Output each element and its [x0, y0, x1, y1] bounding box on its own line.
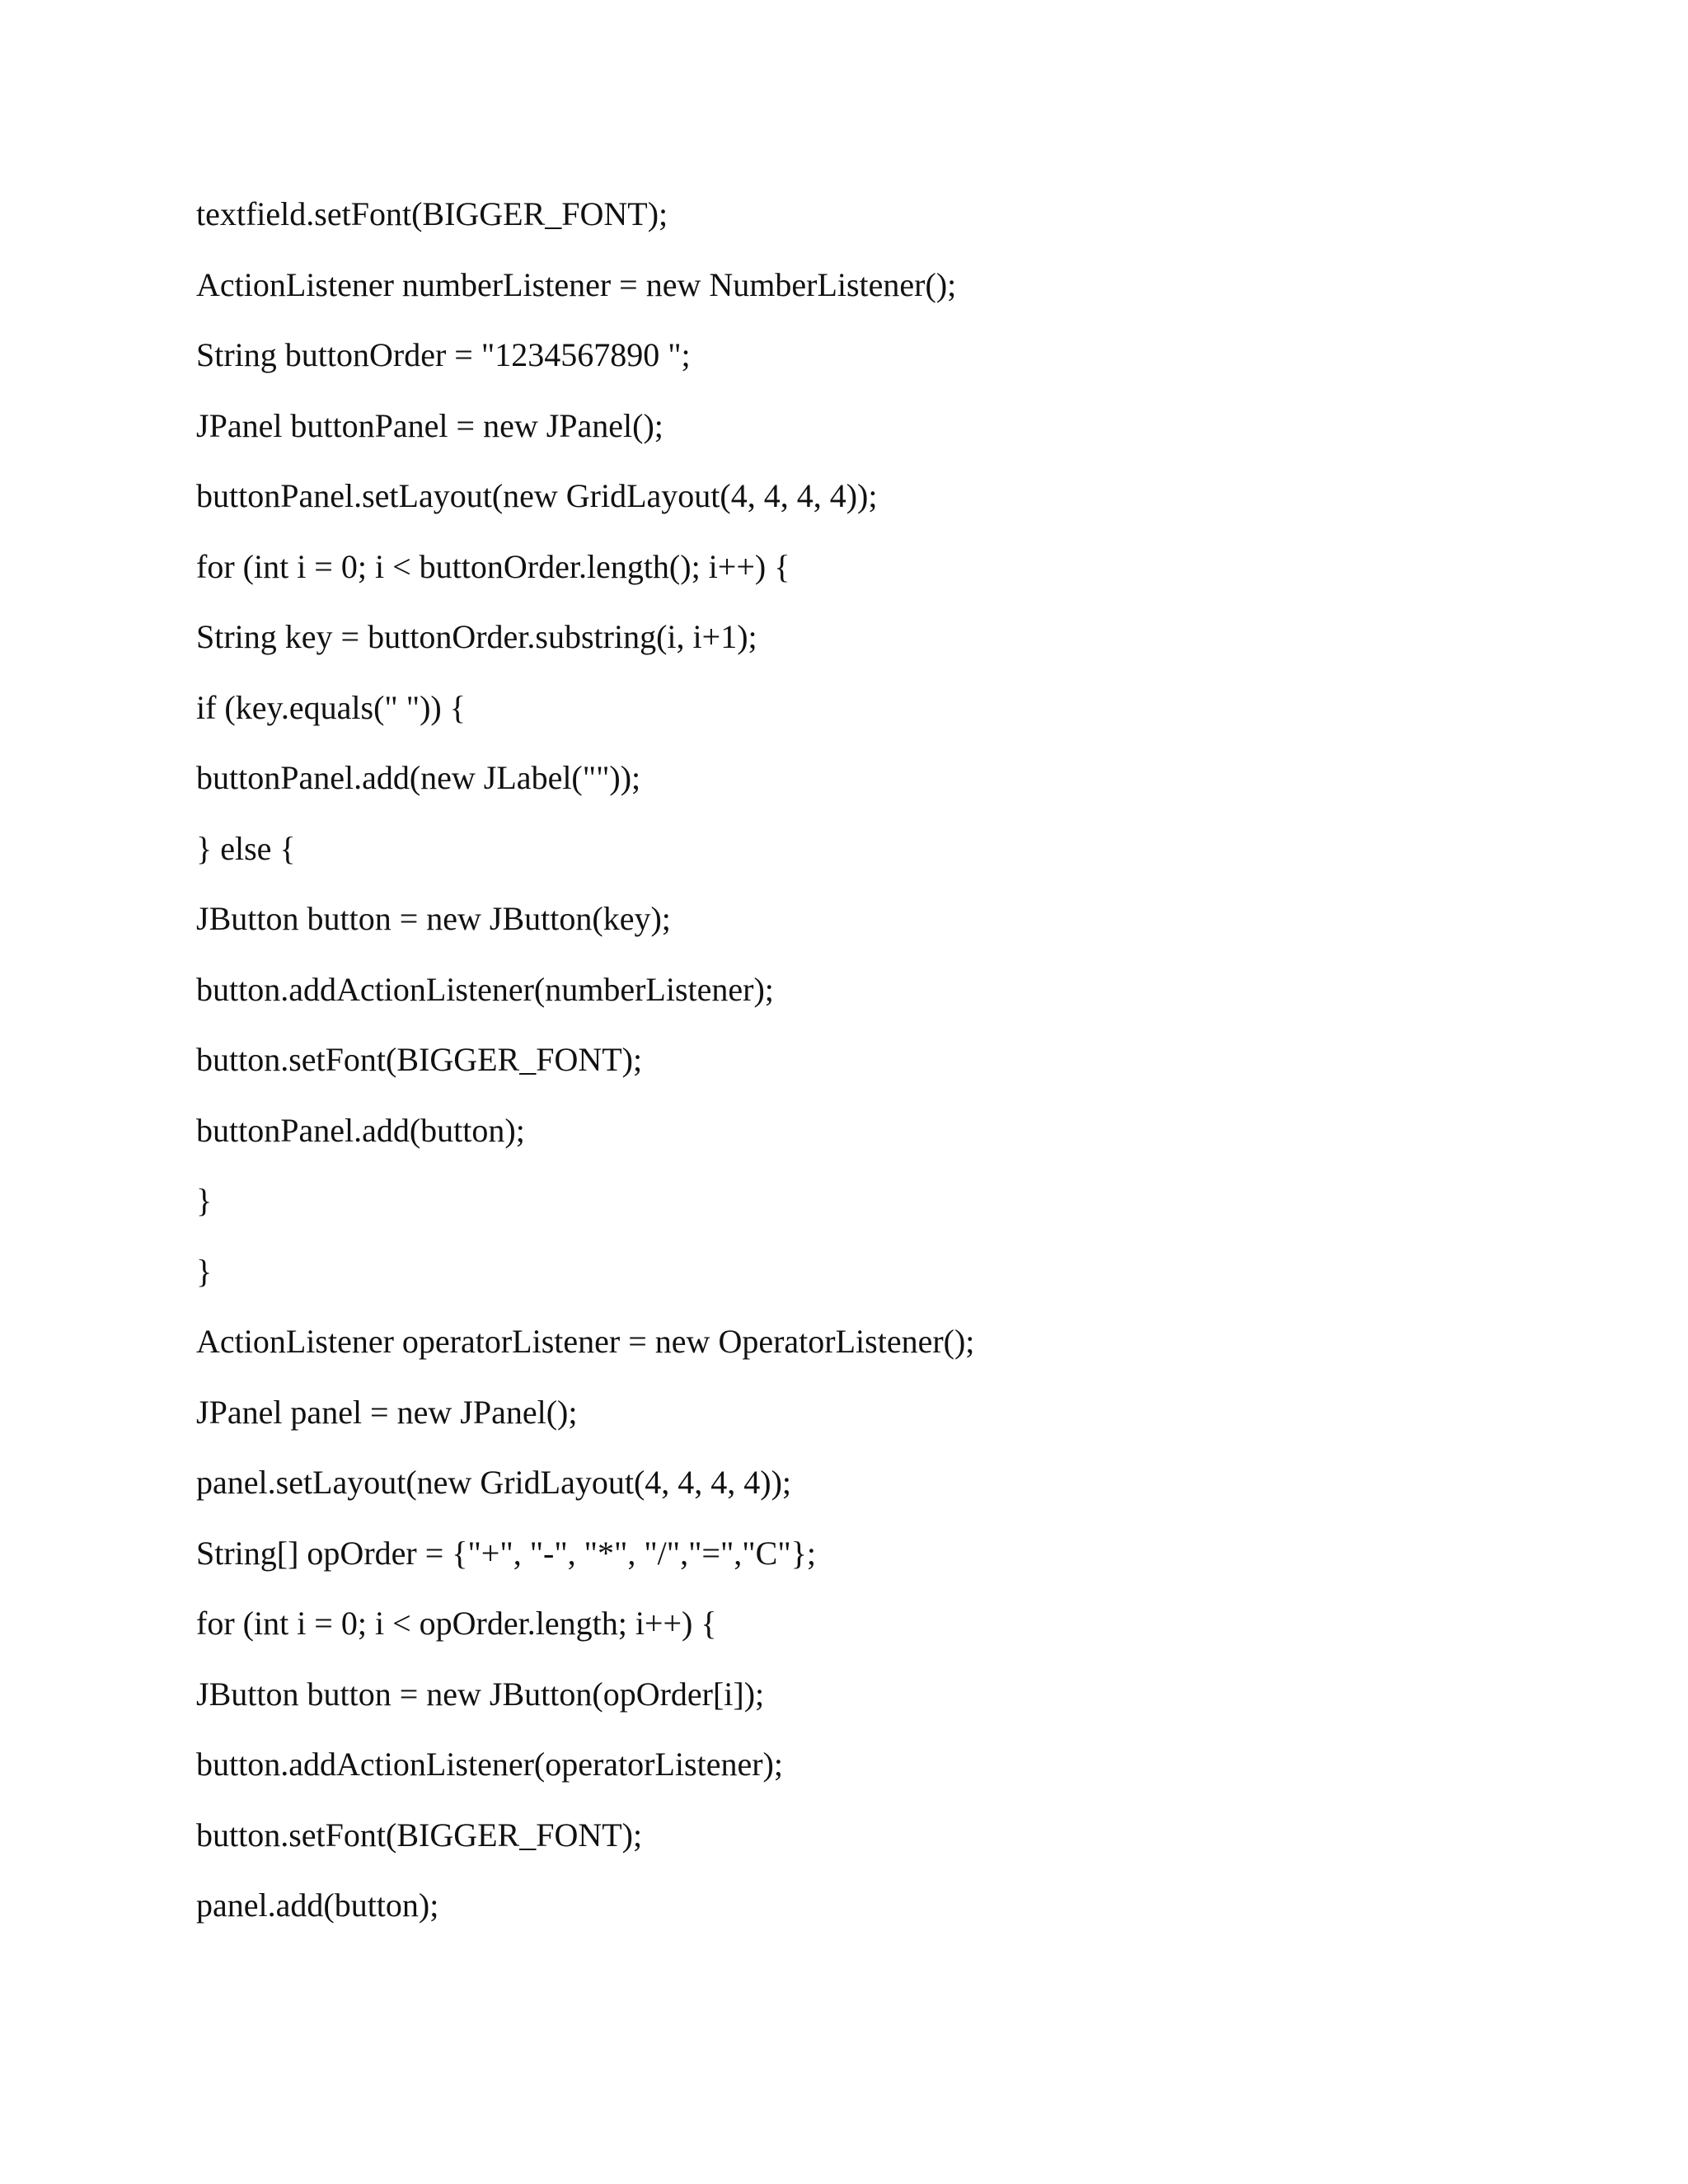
- code-line: if (key.equals(" ")) {: [196, 688, 466, 726]
- code-line: JPanel panel = new JPanel();: [196, 1393, 578, 1431]
- code-line: button.setFont(BIGGER_FONT);: [196, 1041, 643, 1078]
- code-line: for (int i = 0; i < buttonOrder.length(); i++) {: [196, 547, 790, 585]
- code-line: for (int i = 0; i < opOrder.length; i++) {: [196, 1605, 717, 1642]
- code-line: String buttonOrder = "1234567890 ";: [196, 336, 691, 373]
- code-line: panel.add(button);: [196, 1886, 439, 1924]
- code-line: ActionListener numberListener = new NumberListener();: [196, 265, 957, 303]
- code-line: ActionListener operatorListener = new OperatorListener();: [196, 1323, 975, 1360]
- code-line: buttonPanel.setLayout(new GridLayout(4, 4, 4, 4));: [196, 477, 878, 514]
- code-line: button.addActionListener(operatorListener);: [196, 1746, 783, 1783]
- code-line: } else {: [196, 829, 296, 867]
- code-line: textfield.setFont(BIGGER_FONT);: [196, 195, 668, 232]
- code-line: JButton button = new JButton(opOrder[i]);: [196, 1675, 765, 1713]
- code-line: }: [196, 1252, 213, 1290]
- code-line: buttonPanel.add(button);: [196, 1111, 525, 1149]
- code-listing: [196, 191, 974, 1953]
- code-line: }: [196, 1182, 213, 1219]
- code-line: button.setFont(BIGGER_FONT);: [196, 1816, 643, 1854]
- code-line: JButton button = new JButton(key);: [196, 900, 671, 937]
- code-line: JPanel buttonPanel = new JPanel();: [196, 406, 663, 444]
- code-line: String[] opOrder = {"+", "-", "*", "/","=","C"};: [196, 1534, 816, 1572]
- code-line: panel.setLayout(new GridLayout(4, 4, 4, 4));: [196, 1464, 792, 1501]
- code-line: button.addActionListener(numberListener);: [196, 970, 774, 1008]
- code-line: String key = buttonOrder.substring(i, i+1);: [196, 618, 757, 655]
- code-line: buttonPanel.add(new JLabel(""));: [196, 759, 641, 796]
